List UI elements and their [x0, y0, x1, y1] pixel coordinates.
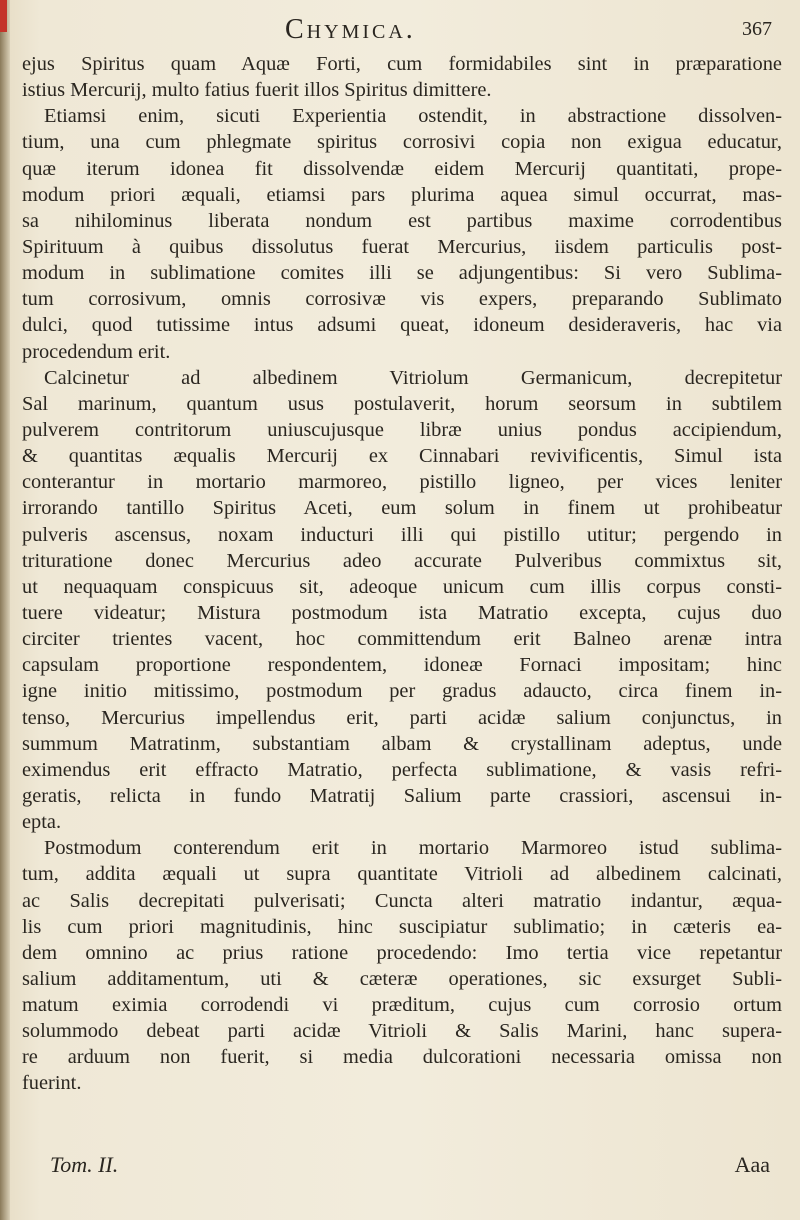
red-page-marker [0, 0, 7, 32]
text-line: tenso, Mercurius impellendus erit, parti acidæ salium conjunctus, in [22, 706, 782, 729]
text-line: geratis, relicta in fundo Matratij Salium parte crassiori, ascensui in- [22, 784, 782, 807]
text-line: quæ iterum idonea fit dissolvendæ eidem Mercurij quantitati, prope- [22, 157, 782, 180]
text-line: ac Salis decrepitati pulverisati; Cuncta alteri matratio indantur, æqua- [22, 889, 782, 912]
text-line: igne initio mitissimo, postmodum per gradus adaucto, circa finem in- [22, 680, 782, 703]
text-line: tuere videatur; Mistura postmodum ista Matratio excepta, cujus duo [22, 601, 782, 624]
text-line: pulveris ascensus, noxam inducturi illi qui pistillo utitur; pergendo in [22, 523, 782, 546]
text-line: pulverem contritorum uniuscujusque libræ unius pondus accipiendum, [22, 418, 782, 441]
text-line: Spirituum à quibus dissolutus fuerat Mercurius, iisdem particulis post- [22, 235, 782, 258]
text-line: circiter trientes vacent, hoc committendum erit Balneo arenæ intra [22, 628, 782, 651]
signature-mark: Tom. II. [50, 1152, 119, 1177]
catchword: Aaa [734, 1152, 770, 1177]
page-footer [50, 1152, 770, 1182]
text-line: modum priori æquali, etiamsi pars plurima aquea simul occurrat, mas- [22, 183, 782, 206]
text-line: Sal marinum, quantum usus postulaverit, horum seorsum in subtilem [22, 392, 782, 415]
text-line: istius Mercurij, multo fatius fuerit illos Spiritus dimittere. [22, 79, 492, 102]
text-line: lis cum priori magnitudinis, hinc suscipiatur sublimatio; in cæteris ea- [22, 915, 782, 938]
text-line: modum in sublimatione comites illi se adjungentibus: Si vero Sublima- [22, 262, 782, 285]
text-line: capsulam proportione respondentem, idoneæ Fornaci impositam; hinc [22, 654, 782, 677]
running-title: Chymica. [285, 14, 416, 45]
binding-gutter [0, 0, 10, 1220]
text-line: tum corrosivum, omnis corrosivæ vis expers, preparando Sublimato [22, 288, 782, 311]
text-line: eximendus erit effracto Matratio, perfecta sublimatione, & vasis refri- [22, 758, 782, 781]
text-line: irrorando tantillo Spiritus Aceti, eum solum in finem ut prohibeatur [22, 497, 782, 520]
text-line: epta. [22, 811, 62, 834]
page-header [140, 12, 780, 52]
text-line: matum eximia corrodendi vi præditum, cujus cum corrosio ortum [22, 994, 782, 1017]
text-line: dem omnino ac prius ratione procedendo: Imo tertia vice repetantur [22, 941, 782, 964]
page-number: 367 [742, 18, 772, 40]
text-line: re arduum non fuerit, si media dulcorationi necessaria omissa non [22, 1046, 782, 1069]
body-text [22, 51, 782, 1097]
text-line: solummodo debeat parti acidæ Vitrioli & Salis Marini, hanc supera- [22, 1020, 782, 1043]
text-line: Postmodum conterendum erit in mortario Marmoreo istud sublima- [44, 837, 782, 860]
text-line: tium, una cum phlegmate spiritus corrosivi copia non exigua educatur, [22, 131, 782, 154]
text-line: ut nequaquam conspicuus sit, adeoque unicum cum illis corpus consti- [22, 575, 782, 598]
text-line: conterantur in mortario marmoreo, pistillo ligneo, per vices leniter [22, 471, 782, 494]
text-line: summum Matratinm, substantiam albam & crystallinam adeptus, unde [22, 732, 782, 755]
text-line: procedendum erit. [22, 340, 171, 363]
text-line: trituratione donec Mercurius adeo accurate Pulveribus commixtus sit, [22, 549, 782, 572]
text-line: Calcinetur ad albedinem Vitriolum Germanicum, decrepitetur [44, 366, 782, 389]
text-line: sa nihilominus liberata nondum est partibus maxime corrodentibus [22, 209, 782, 232]
text-line: dulci, quod tutissime intus adsumi queat, idoneum desideraveris, hac via [22, 314, 782, 337]
text-line: tum, addita æquali ut supra quantitate Vitrioli ad albedinem calcinati, [22, 863, 782, 886]
text-line: fuerint. [22, 1072, 82, 1095]
text-line: salium additamentum, uti & cæteræ operationes, sic exsurget Subli- [22, 967, 782, 990]
text-line: & quantitas æqualis Mercurij ex Cinnabari revivificentis, Simul ista [22, 445, 782, 468]
text-line: Etiamsi enim, sicuti Experientia ostendit, in abstractione dissolven- [44, 105, 782, 128]
text-line: ejus Spiritus quam Aquæ Forti, cum formidabiles sint in præparatione [22, 53, 782, 75]
